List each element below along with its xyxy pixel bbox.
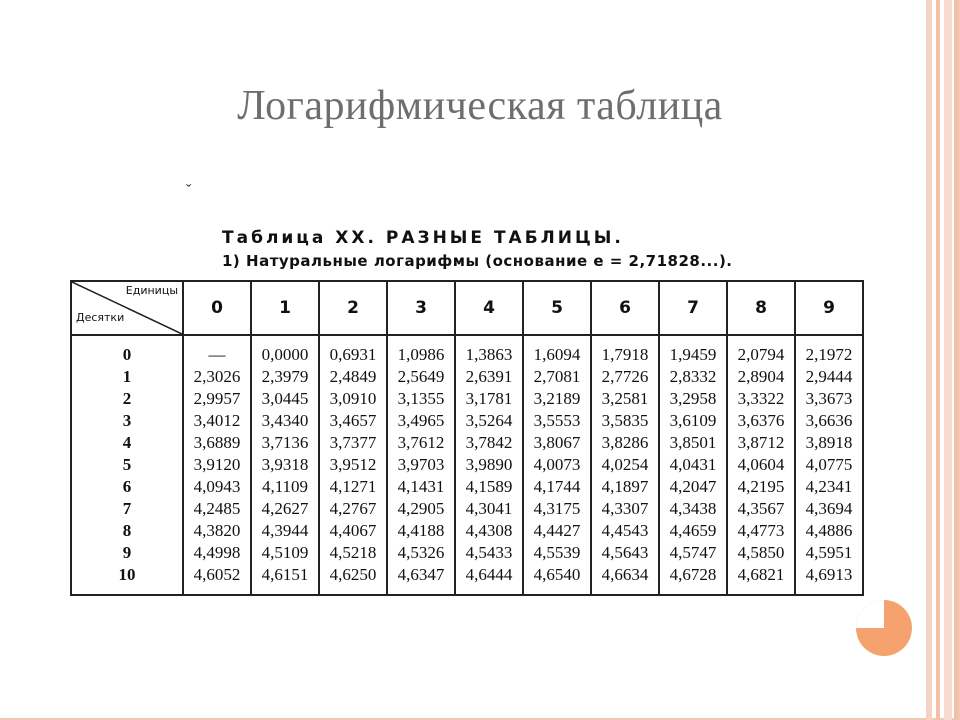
units-header-1: 1 — [251, 281, 319, 335]
value-cell: 4,4543 — [591, 520, 659, 542]
units-header-6: 6 — [591, 281, 659, 335]
units-header-9: 9 — [795, 281, 863, 335]
value-cell: 4,5109 — [251, 542, 319, 564]
value-cell: 4,2485 — [183, 498, 251, 520]
value-cell: 2,4849 — [319, 366, 387, 388]
tens-cell: 6 — [71, 476, 183, 498]
tens-cell: 3 — [71, 410, 183, 432]
value-cell: 4,4188 — [387, 520, 455, 542]
value-cell: 4,0254 — [591, 454, 659, 476]
value-cell: 3,8286 — [591, 432, 659, 454]
value-cell: 2,7081 — [523, 366, 591, 388]
tens-cell: 1 — [71, 366, 183, 388]
value-cell: 3,7612 — [387, 432, 455, 454]
table-row — [71, 454, 863, 476]
value-cell: 2,1972 — [795, 335, 863, 366]
value-cell: 2,9957 — [183, 388, 251, 410]
value-cell: 4,1589 — [455, 476, 523, 498]
value-cell: 4,4427 — [523, 520, 591, 542]
value-cell: — — [183, 335, 251, 366]
value-cell: 4,3175 — [523, 498, 591, 520]
value-cell: 4,6634 — [591, 564, 659, 595]
value-cell: 3,9890 — [455, 454, 523, 476]
tens-cell: 0 — [71, 335, 183, 366]
value-cell: 0,0000 — [251, 335, 319, 366]
value-cell: 3,5553 — [523, 410, 591, 432]
value-cell: 3,9318 — [251, 454, 319, 476]
value-cell: 4,5643 — [591, 542, 659, 564]
value-cell: 3,5835 — [591, 410, 659, 432]
value-cell: 4,6347 — [387, 564, 455, 595]
table-row — [71, 410, 863, 432]
value-cell: 3,4657 — [319, 410, 387, 432]
value-cell: 4,2195 — [727, 476, 795, 498]
value-cell: 4,5218 — [319, 542, 387, 564]
value-cell: 3,6109 — [659, 410, 727, 432]
value-cell: 4,4659 — [659, 520, 727, 542]
value-cell: 3,1355 — [387, 388, 455, 410]
value-cell: 3,3322 — [727, 388, 795, 410]
value-cell: 3,2189 — [523, 388, 591, 410]
tens-cell: 5 — [71, 454, 183, 476]
table-row — [71, 476, 863, 498]
value-cell: 3,4965 — [387, 410, 455, 432]
value-cell: 4,2767 — [319, 498, 387, 520]
corner-header-cell — [71, 281, 183, 335]
value-cell: 3,0910 — [319, 388, 387, 410]
table-row — [71, 335, 863, 366]
table-row — [71, 542, 863, 564]
value-cell: 4,1431 — [387, 476, 455, 498]
value-cell: 4,4886 — [795, 520, 863, 542]
value-cell: 3,2581 — [591, 388, 659, 410]
table-row — [71, 388, 863, 410]
logarithm-table — [70, 280, 864, 596]
value-cell: 2,8332 — [659, 366, 727, 388]
value-cell: 4,3438 — [659, 498, 727, 520]
value-cell: 4,4067 — [319, 520, 387, 542]
tens-cell: 9 — [71, 542, 183, 564]
value-cell: 4,6250 — [319, 564, 387, 595]
value-cell: 2,0794 — [727, 335, 795, 366]
value-cell: 3,9120 — [183, 454, 251, 476]
value-cell: 4,2905 — [387, 498, 455, 520]
value-cell: 4,0775 — [795, 454, 863, 476]
value-cell: 3,7377 — [319, 432, 387, 454]
value-cell: 0,6931 — [319, 335, 387, 366]
value-cell: 4,5539 — [523, 542, 591, 564]
value-cell: 1,7918 — [591, 335, 659, 366]
value-cell: 3,2958 — [659, 388, 727, 410]
value-cell: 4,0431 — [659, 454, 727, 476]
table-header-row — [71, 281, 863, 335]
value-cell: 3,5264 — [455, 410, 523, 432]
value-cell: 2,7726 — [591, 366, 659, 388]
value-cell: 4,1897 — [591, 476, 659, 498]
value-cell: 4,1744 — [523, 476, 591, 498]
units-header-0: 0 — [183, 281, 251, 335]
value-cell: 1,0986 — [387, 335, 455, 366]
table-body — [71, 335, 863, 595]
stray-mark: ˇ — [186, 182, 192, 199]
value-cell: 4,3041 — [455, 498, 523, 520]
value-cell: 4,2627 — [251, 498, 319, 520]
units-header-2: 2 — [319, 281, 387, 335]
value-cell: 3,6376 — [727, 410, 795, 432]
units-header-8: 8 — [727, 281, 795, 335]
value-cell: 4,3307 — [591, 498, 659, 520]
value-cell: 4,3820 — [183, 520, 251, 542]
tens-cell: 7 — [71, 498, 183, 520]
value-cell: 4,0943 — [183, 476, 251, 498]
value-cell: 2,3026 — [183, 366, 251, 388]
value-cell: 4,6052 — [183, 564, 251, 595]
units-header-4: 4 — [455, 281, 523, 335]
value-cell: 4,5433 — [455, 542, 523, 564]
value-cell: 3,7842 — [455, 432, 523, 454]
value-cell: 3,9703 — [387, 454, 455, 476]
value-cell: 4,6821 — [727, 564, 795, 595]
value-cell: 2,9444 — [795, 366, 863, 388]
value-cell: 4,4308 — [455, 520, 523, 542]
value-cell: 3,8918 — [795, 432, 863, 454]
value-cell: 4,6151 — [251, 564, 319, 595]
value-cell: 1,9459 — [659, 335, 727, 366]
value-cell: 4,6444 — [455, 564, 523, 595]
value-cell: 4,2047 — [659, 476, 727, 498]
value-cell: 4,3694 — [795, 498, 863, 520]
value-cell: 3,4012 — [183, 410, 251, 432]
value-cell: 4,5747 — [659, 542, 727, 564]
value-cell: 1,6094 — [523, 335, 591, 366]
units-header-7: 7 — [659, 281, 727, 335]
tens-cell: 8 — [71, 520, 183, 542]
units-header-3: 3 — [387, 281, 455, 335]
value-cell: 4,0073 — [523, 454, 591, 476]
table-row — [71, 520, 863, 542]
table-caption-line2: 1) Натуральные логарифмы (основание e = 2,71828...). — [222, 252, 733, 270]
value-cell: 3,6889 — [183, 432, 251, 454]
tens-cell: 2 — [71, 388, 183, 410]
value-cell: 3,8712 — [727, 432, 795, 454]
value-cell: 4,4998 — [183, 542, 251, 564]
value-cell: 2,5649 — [387, 366, 455, 388]
value-cell: 4,5326 — [387, 542, 455, 564]
table-row — [71, 432, 863, 454]
value-cell: 4,5850 — [727, 542, 795, 564]
value-cell: 3,7136 — [251, 432, 319, 454]
value-cell: 4,2341 — [795, 476, 863, 498]
value-cell: 3,8067 — [523, 432, 591, 454]
corner-label-tens: Десятки — [76, 311, 125, 324]
value-cell: 3,6636 — [795, 410, 863, 432]
value-cell: 3,8501 — [659, 432, 727, 454]
value-cell: 2,3979 — [251, 366, 319, 388]
value-cell: 4,6728 — [659, 564, 727, 595]
value-cell: 4,3567 — [727, 498, 795, 520]
value-cell: 1,3863 — [455, 335, 523, 366]
value-cell: 4,1109 — [251, 476, 319, 498]
table-row — [71, 366, 863, 388]
table-caption-line1: Таблица XX. РАЗНЫЕ ТАБЛИЦЫ. — [222, 228, 624, 248]
value-cell: 3,3673 — [795, 388, 863, 410]
table-row — [71, 564, 863, 595]
value-cell: 3,1781 — [455, 388, 523, 410]
value-cell: 3,0445 — [251, 388, 319, 410]
value-cell: 4,1271 — [319, 476, 387, 498]
corner-label-units: Единицы — [125, 284, 178, 297]
value-cell: 3,4340 — [251, 410, 319, 432]
value-cell: 4,6913 — [795, 564, 863, 595]
value-cell: 4,5951 — [795, 542, 863, 564]
tens-cell: 4 — [71, 432, 183, 454]
value-cell: 2,8904 — [727, 366, 795, 388]
value-cell: 4,0604 — [727, 454, 795, 476]
units-header-5: 5 — [523, 281, 591, 335]
value-cell: 4,6540 — [523, 564, 591, 595]
value-cell: 2,6391 — [455, 366, 523, 388]
value-cell: 3,9512 — [319, 454, 387, 476]
value-cell: 4,4773 — [727, 520, 795, 542]
tens-cell: 10 — [71, 564, 183, 595]
slide-title: Логарифмическая таблица — [237, 83, 723, 129]
table-row — [71, 498, 863, 520]
value-cell: 4,3944 — [251, 520, 319, 542]
